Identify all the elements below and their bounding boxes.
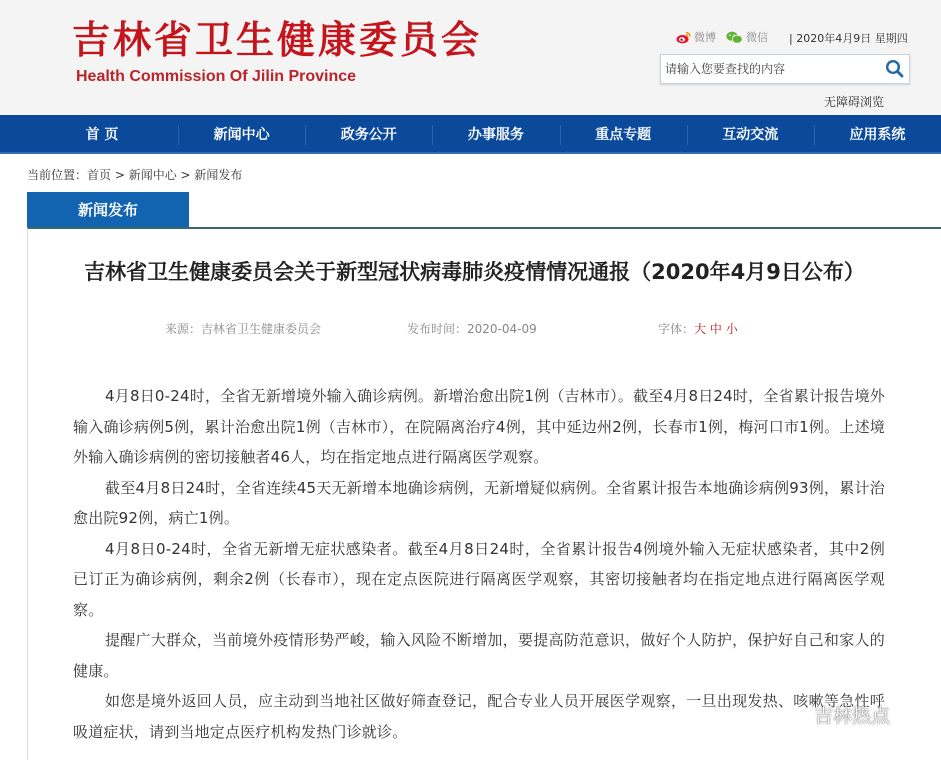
article-paragraph: 4月8日0-24时，全省无新增境外输入确诊病例。新增治愈出院1例（吉林市）。截至4月8日24时，全省累计报告境外输入确诊病例5例，累计治愈出院1例（吉林市），在院隔离治疗4例，其中延边州2例，长春市1例，梅河口市1例。上述境外输入确诊病例的密切接触者46人，均在指定地点进行隔离医学观察。: [73, 387, 885, 466]
weibo-icon: [676, 31, 691, 44]
article-body: [73, 381, 885, 747]
watermark-label: 吉林热点: [814, 705, 891, 727]
font-size-control: [658, 320, 738, 337]
wechat-icon: [726, 31, 743, 44]
wechat-label: 微信: [746, 31, 768, 44]
search-box: [660, 54, 910, 84]
nav-item-home[interactable]: 首 页: [85, 126, 119, 143]
font-size-medium[interactable]: 中: [709, 322, 722, 336]
search-icon: [885, 59, 905, 79]
weibo-link[interactable]: [676, 29, 716, 45]
nav-item-services[interactable]: 办事服务: [432, 115, 559, 152]
font-size-large[interactable]: 大: [694, 322, 707, 336]
article-title: 吉林省卫生健康委员会关于新型冠状病毒肺炎疫情情况通报（2020年4月9日公布）: [84, 260, 865, 284]
site-logo-english[interactable]: Health Commission Of Jilin Province: [76, 68, 357, 85]
watermark: [782, 701, 890, 728]
source-label: 来源：: [165, 322, 202, 336]
breadcrumb-separator: >: [176, 168, 195, 182]
breadcrumb-news-center[interactable]: 新闻中心: [128, 168, 177, 182]
search-input[interactable]: [665, 55, 877, 83]
search-button[interactable]: [885, 59, 905, 79]
source-value: 吉林省卫生健康委员会: [201, 322, 322, 336]
social-links: [676, 29, 778, 45]
main-nav: [0, 115, 941, 154]
breadcrumb: [27, 166, 242, 183]
article-paragraph: 截至4月8日24时，全省连续45天无新增本地确诊病例，无新增疑似病例。全省累计报告本地确诊病例93例，累计治愈出院92例，病亡1例。: [73, 478, 885, 527]
wechat-link[interactable]: [726, 29, 768, 45]
section-tab-news-release[interactable]: 新闻发布: [27, 192, 189, 227]
nav-item-interaction[interactable]: 互动交流: [687, 115, 814, 152]
accessibility-link[interactable]: 无障碍浏览: [824, 95, 885, 109]
weibo-label: 微博: [694, 31, 716, 44]
article-publish-time: [407, 320, 537, 337]
article-source: [165, 320, 321, 337]
breadcrumb-home[interactable]: 首页: [87, 168, 112, 182]
font-size-label: 字体：: [658, 322, 695, 336]
nav-item-key-topics[interactable]: 重点专题: [560, 115, 687, 152]
breadcrumb-separator: >: [111, 168, 129, 182]
nav-item-applications[interactable]: 应用系统: [814, 115, 941, 152]
article-paragraph: 4月8日0-24时，全省无新增无症状感染者。截至4月8日24时，全省累计报告4例境外输入无症状感染者，其中2例已订正为确诊病例，剩余2例（长春市），现在定点医院进行隔离医学观察，其密切接触者均在指定地点进行隔离医学观察。: [73, 539, 885, 619]
site-logo-chinese[interactable]: 吉林省卫生健康委员会: [72, 18, 483, 62]
article-paragraph: 提醒广大群众，当前境外疫情形势严峻，输入风险不断增加，要提高防范意识，做好个人防护，保护好自己和家人的健康。: [73, 631, 885, 680]
nav-item-news-center[interactable]: 新闻中心: [178, 115, 305, 152]
nav-item-government-affairs[interactable]: 政务公开: [305, 115, 432, 152]
font-size-small[interactable]: 小: [725, 322, 738, 336]
article-paragraph: 如您是境外返回人员，应主动到当地社区做好筛查登记，配合专业人员开展医学观察，一旦出现发热、咳嗽等急性呼吸道症状，请到当地定点医疗机构发热门诊就诊。: [73, 692, 885, 741]
site-header: [0, 0, 941, 115]
breadcrumb-news-release[interactable]: 新闻发布: [194, 168, 243, 182]
wechat-channel-icon: [782, 704, 808, 726]
publish-time-label: 发布时间：: [407, 322, 468, 336]
breadcrumb-prefix: 当前位置：: [27, 168, 88, 182]
current-date: | 2020年4月9日 星期四: [789, 32, 908, 45]
publish-time-value: 2020-04-09: [467, 322, 537, 336]
